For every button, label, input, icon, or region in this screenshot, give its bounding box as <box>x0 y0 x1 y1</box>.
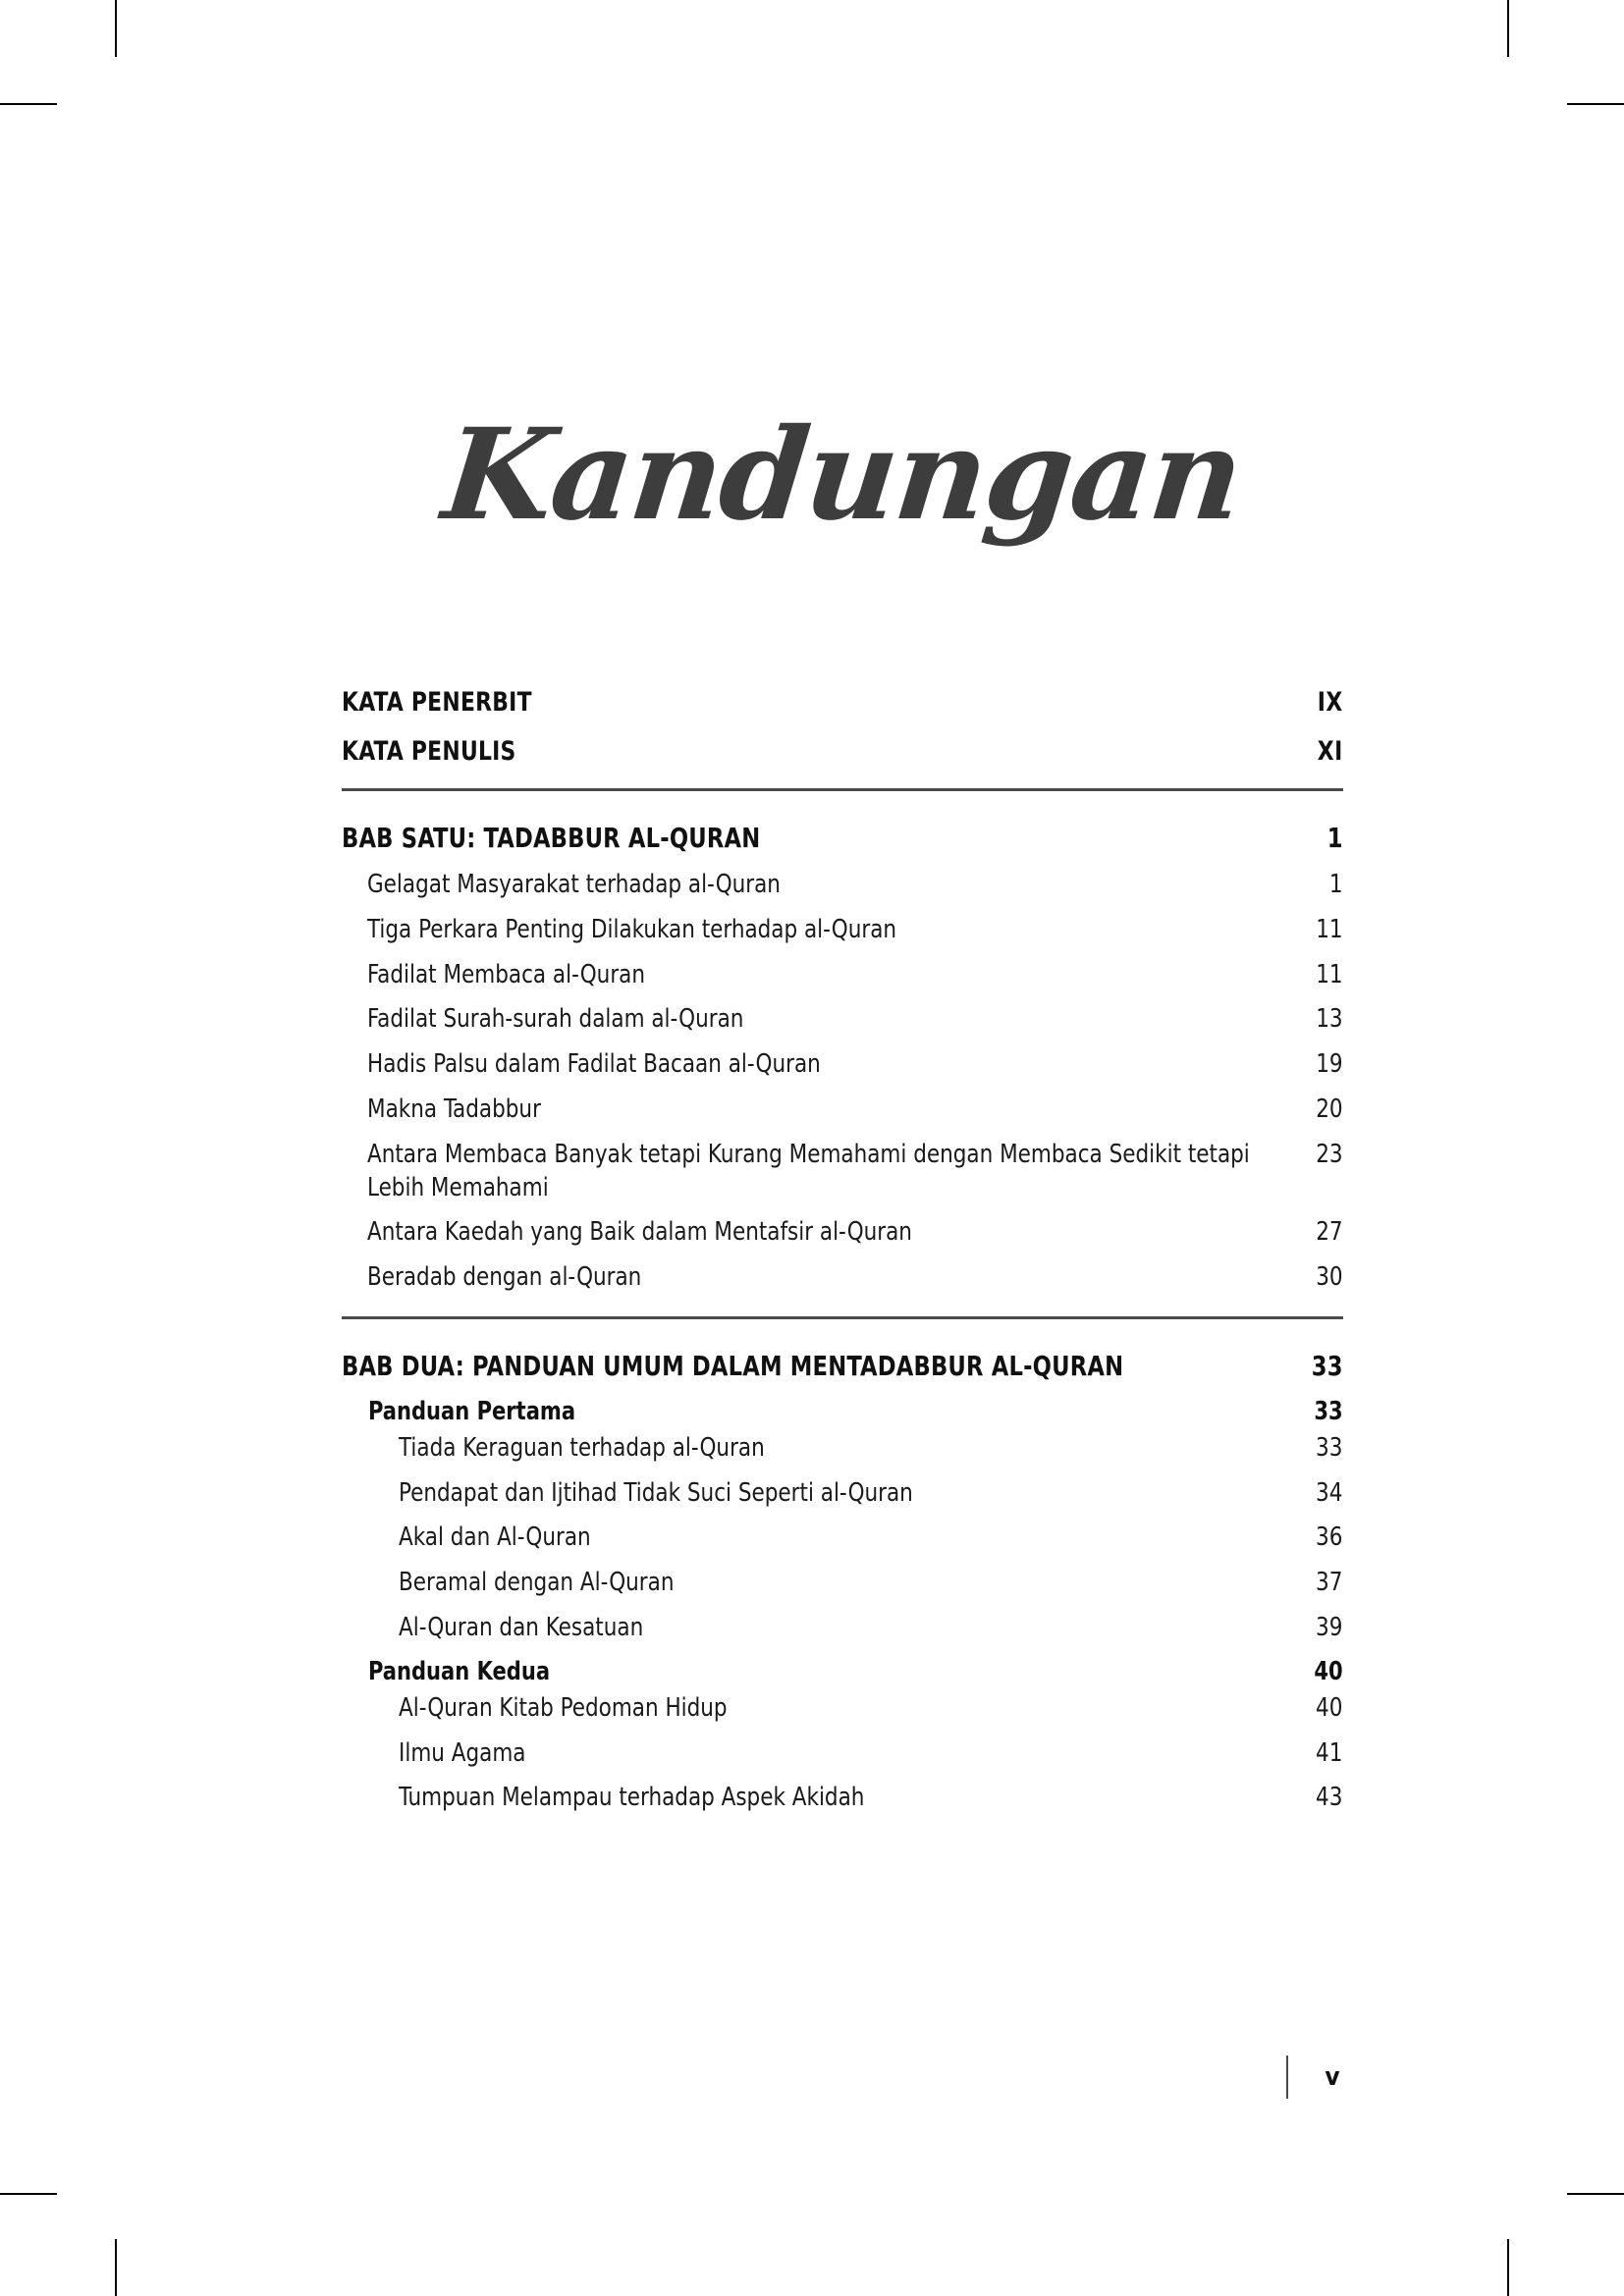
crop-mark-bottom-right-horizontal <box>1567 2193 1624 2195</box>
toc-entry-label <box>367 1139 1303 1205</box>
toc-entry-label: Akal dan Al-Quran <box>399 1522 591 1553</box>
toc-entry-page: 27 <box>1316 1217 1343 1248</box>
toc-entry-label-line1: Antara Membaca Banyak tetapi Kurang Memahami dengan <box>367 1139 994 1169</box>
toc-entry-label: Beramal dengan Al-Quran <box>399 1568 675 1598</box>
toc-entry-label: Hadis Palsu dalam Fadilat Bacaan al-Quran <box>367 1049 821 1080</box>
toc-row-entry[interactable] <box>399 1737 1342 1771</box>
toc-entry-label: Pendapat dan Ijtihad Tidak Suci Seperti al-Quran <box>399 1477 913 1508</box>
toc-entry-page: 11 <box>1316 914 1343 944</box>
toc-entry-page: 39 <box>1316 1613 1343 1643</box>
toc-entry-page: 23 <box>1316 1139 1343 1169</box>
subheading-label: Panduan Pertama <box>368 1396 576 1426</box>
footer-divider <box>1286 2056 1288 2099</box>
toc-row-entry[interactable] <box>367 1216 1343 1250</box>
toc-entry-page: 34 <box>1316 1477 1343 1508</box>
toc-entry-label: KATA PENULIS <box>342 736 516 767</box>
crop-mark-top-left-vertical <box>115 0 117 57</box>
toc-entry-label: Tumpuan Melampau terhadap Aspek Akidah <box>399 1783 865 1813</box>
toc-row-chapter[interactable] <box>342 1349 1343 1385</box>
toc-row-entry[interactable] <box>399 1612 1342 1645</box>
toc-entry-label: Beradab dengan al-Quran <box>367 1262 642 1293</box>
toc-entry-page: 1 <box>1328 869 1343 899</box>
page-title: Kandungan <box>436 401 1249 549</box>
chapter-heading-label: BAB DUA: PANDUAN UMUM DALAM MENTADABBUR AL-QURAN <box>342 1349 1124 1382</box>
toc-entry-label: KATA PENERBIT <box>342 687 532 718</box>
toc-entry-page: 13 <box>1316 1004 1343 1035</box>
toc-row-front-matter[interactable] <box>342 736 1343 767</box>
toc-entry-label: Al-Quran dan Kesatuan <box>399 1613 644 1643</box>
toc-entry-page: 40 <box>1316 1692 1343 1723</box>
toc-row-entry[interactable] <box>399 1522 1342 1555</box>
toc-row-subheading[interactable] <box>368 1657 1343 1686</box>
toc-entry-page: 37 <box>1316 1568 1343 1598</box>
subheading-label: Panduan Kedua <box>368 1656 551 1686</box>
toc-entry-page: 33 <box>1316 1432 1343 1463</box>
page-body <box>342 0 1343 2296</box>
toc-entry-page: 41 <box>1316 1737 1343 1768</box>
toc-row-entry[interactable] <box>399 1782 1342 1815</box>
toc-entry-label: Makna Tadabbur <box>367 1094 541 1124</box>
crop-mark-bottom-left-horizontal <box>0 2193 57 2195</box>
toc-row-entry[interactable] <box>367 1048 1343 1082</box>
toc-entry-page: 20 <box>1316 1094 1343 1124</box>
toc-row-entry[interactable] <box>367 1003 1343 1037</box>
toc-row-entry[interactable] <box>399 1432 1342 1466</box>
toc-entry-page: IX <box>1317 687 1343 718</box>
section-divider <box>342 788 1343 791</box>
toc-row-entry[interactable] <box>367 914 1343 947</box>
toc-entry-page: 19 <box>1316 1049 1343 1080</box>
toc-row-entry[interactable] <box>367 959 1343 992</box>
toc-row-front-matter[interactable] <box>342 687 1343 718</box>
toc-entry-page: 11 <box>1316 959 1343 989</box>
toc-row-entry[interactable] <box>399 1477 1342 1511</box>
chapter-heading-label: BAB SATU: TADABBUR AL-QURAN <box>342 822 761 854</box>
crop-mark-bottom-right-vertical <box>1507 2239 1509 2296</box>
toc-row-entry[interactable] <box>367 1261 1343 1295</box>
toc-entry-page: 30 <box>1316 1262 1343 1293</box>
toc-entry-label: Tiada Keraguan terhadap al-Quran <box>399 1432 765 1463</box>
folio-number: v <box>1325 2062 1340 2092</box>
toc-entry-label-line2: Membaca Sedikit tetapi Lebih Memahami <box>367 1139 1250 1202</box>
crop-mark-top-right-vertical <box>1507 0 1509 57</box>
toc-entry-label: Fadilat Surah-surah dalam al-Quran <box>367 1004 744 1035</box>
toc-entry-label: Ilmu Agama <box>399 1737 526 1768</box>
toc-entry-label: Tiga Perkara Penting Dilakukan terhadap al-Quran <box>367 914 897 944</box>
chapter-heading-page: 33 <box>1311 1349 1343 1382</box>
subheading-page: 40 <box>1314 1656 1343 1686</box>
toc-entry-label: Gelagat Masyarakat terhadap al-Quran <box>367 869 781 899</box>
toc-row-chapter[interactable] <box>342 821 1343 857</box>
toc-entry-page: 43 <box>1316 1783 1343 1813</box>
toc-row-entry[interactable] <box>367 1139 1343 1205</box>
page-footer <box>342 2056 1343 2099</box>
subheading-page: 33 <box>1314 1396 1343 1426</box>
table-of-contents <box>342 687 1343 1827</box>
toc-row-entry[interactable] <box>367 869 1343 902</box>
toc-row-entry[interactable] <box>399 1567 1342 1600</box>
toc-entry-page: 36 <box>1316 1522 1343 1553</box>
crop-mark-top-left-horizontal <box>0 103 57 105</box>
chapter-heading-page: 1 <box>1326 822 1343 854</box>
section-divider <box>342 1316 1343 1319</box>
toc-entry-label: Antara Kaedah yang Baik dalam Mentafsir al-Quran <box>367 1217 912 1248</box>
crop-mark-top-right-horizontal <box>1567 103 1624 105</box>
crop-mark-bottom-left-vertical <box>115 2239 117 2296</box>
toc-row-entry[interactable] <box>399 1692 1342 1726</box>
toc-entry-label: Fadilat Membaca al-Quran <box>367 959 646 989</box>
toc-entry-label: Al-Quran Kitab Pedoman Hidup <box>399 1692 728 1723</box>
toc-entry-page: XI <box>1317 736 1343 767</box>
toc-row-subheading[interactable] <box>368 1397 1343 1426</box>
toc-row-entry[interactable] <box>367 1094 1343 1127</box>
